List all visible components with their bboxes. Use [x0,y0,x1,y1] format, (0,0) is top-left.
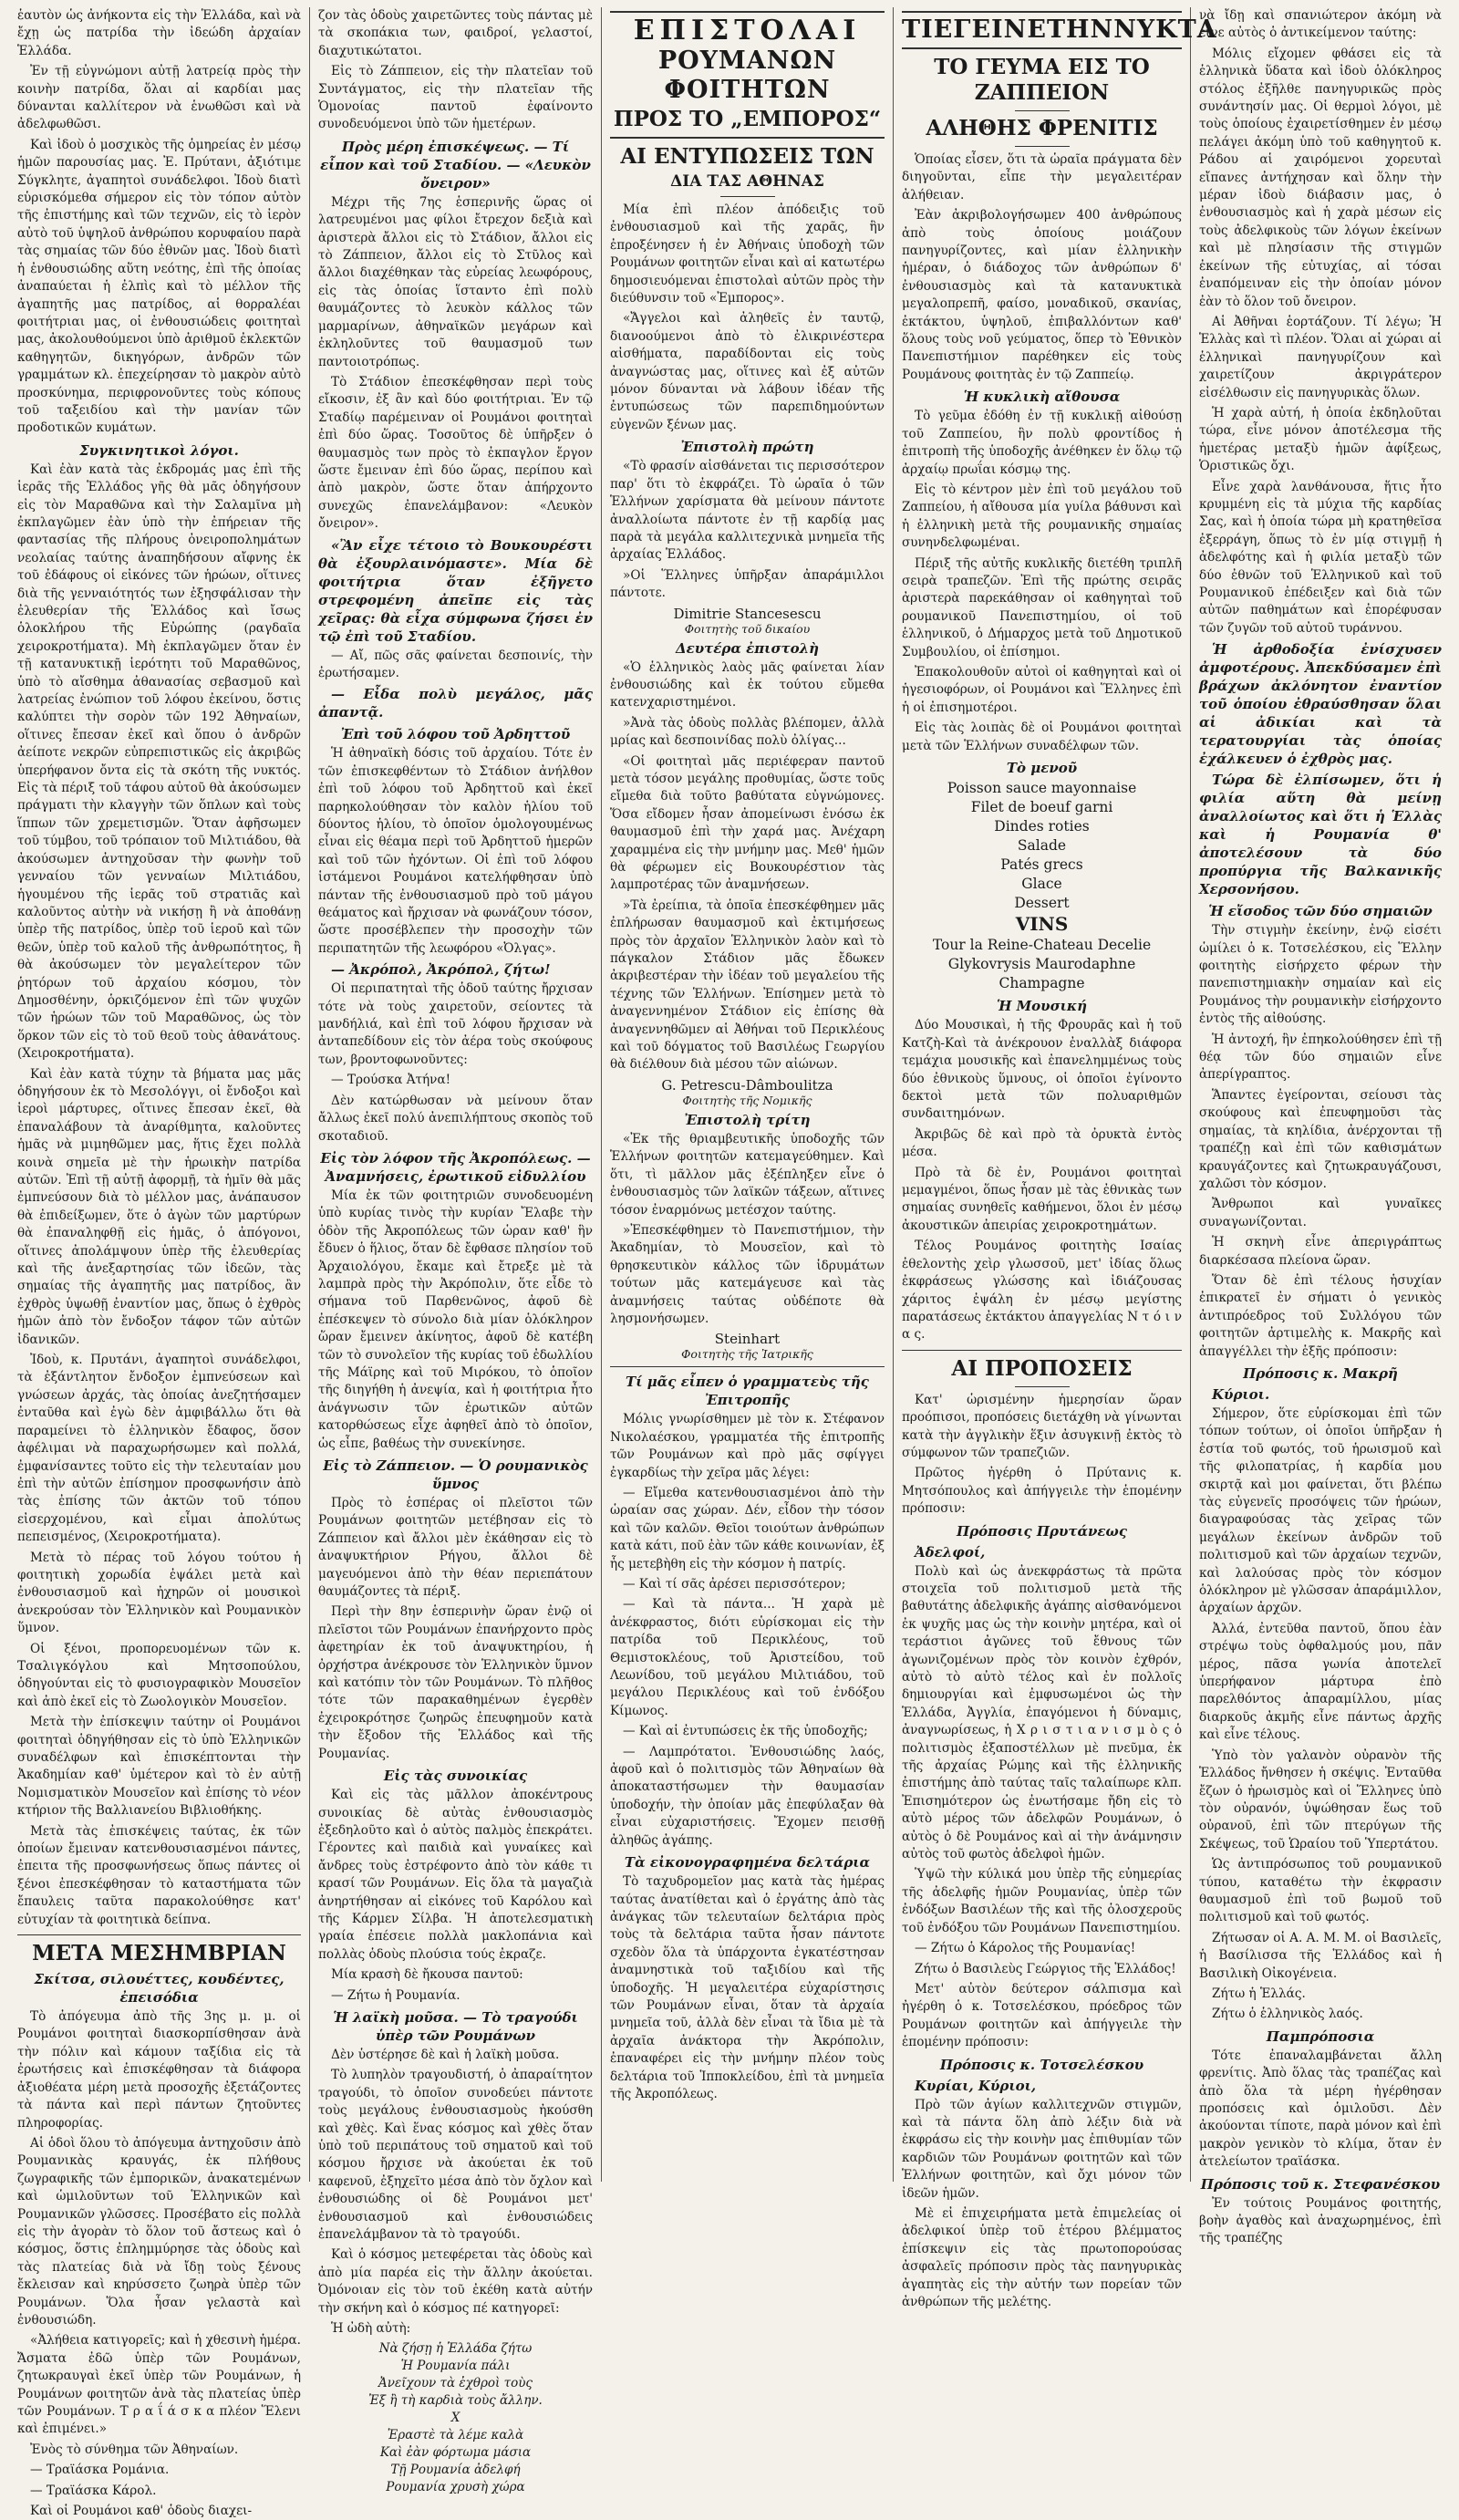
paragraph: Ἀλλά, ἐντεῦθα παντοῦ, ὅπου ἐὰν στρέψω τοὺς ὀφθαλμούς μου, πᾶν μέρος, πᾶσα γωνία ἀποτελεῖ ὑπερήφανον μάρτυρα ἐπὸ παρελθόντος ἀπαραμίλλου, μίας διαρκοῦς ἀκμῆς εἶνε πάντως ἀρχῆς καὶ εἶνε τέλους. [1199,1621,1442,1743]
salutation: Κύριοι. [1212,1385,1270,1403]
paragraph: Ζήτω ἡ Ἑλλάς. [1212,1986,1306,2001]
paragraph: Μία ἐπὶ πλέον ἀπόδειξις τοῦ ἐνθουσιασμοῦ καὶ τῆς χαρᾶς, ἣν ἐπροξένησεν ἡ ἐν Ἀθήναις ὑποδοχὴ τῶν Ρουμάνων φοιτητῶν εἶναι καὶ αἱ κατωτέρω δημοσιευόμεναι ἐπιστολαὶ αὐτῶν πρὸς τὴν διεύθυνσιν τοῦ «Ἐμπορος». [610,202,885,306]
menu-item: Dindes roties [994,818,1090,835]
poem-line: Χ [450,2411,460,2426]
paragraph: — Καὶ αἱ ἐντυπώσεις ἐκ τῆς ὑποδοχῆς; [623,1724,868,1739]
subheading: Ἡ λαϊκὴ μοῦσα. — Τὸ τραγούδι ὑπὲρ τῶν Ρουμάνων [333,2008,578,2044]
paragraph: νὰ ἴδῃ καὶ σπανιώτερον ἀκόμη νὰ εἶνε αὐτὸς ὁ ἀντικείμενον ταύτης: [1199,8,1442,41]
paragraph: Πρὸ τὰ δὲ ἐν, Ρουμάνοι φοιτηταὶ μεμαγμένοι, ὅπως ἦσαν μὲ τὰς ἐθνικὰς των σημαίας συνηθεῖς καθήμενοι, ὅλοι ἐν μέσῳ ἀκουστικῶν ἀπειρίας χειροκροτημάτων. [902,1165,1182,1233]
paragraph: — Τραϊάσκα Κάρολ. [30,2483,157,2498]
paragraph: Ἡ ἀντοχή, ἣν ἐπηκολούθησεν ἐπὶ τῇ θέᾳ τῶν δύο σημαιῶν εἶνε ἀπερίγραπτος. [1199,1032,1442,1083]
paragraph: Ἡ ὠδὴ αὐτὴ: [331,2321,411,2337]
subheading: Εἰς τὸ Ζάππειον. — Ὁ ρουμανικὸς ὕμνος [323,1457,588,1492]
paragraph: — Καὶ τὰ πάντα... Ἡ χαρὰ μὲ ἀνέκφραστος, διότι εὑρίσκομαι εἰς τὴν πατρίδα τοῦ Περικλέους, τοῦ Θεμιστοκλέους, τοῦ Ἀριστείδου, τοῦ Λεωνίδου, τοῦ μεγάλου Μιλτιάδου, τοῦ μεγάλου Περικλέους καὶ τοῦ ἐνδόξου Κίμωνος. [610,1597,885,1718]
paragraph: Ζήτω ὁ ἑλληνικὸς λαός. [1212,2007,1363,2022]
paragraph: Μία ἐκ τῶν φοιτητριῶν συνοδευομένη ὑπὸ κυρίας τινὸς τὴν κυρίαν Ἔλαβε τὴν ὁδὸν τῆς Ἀκροπόλεως τῶν ὡραν καθ' ἣν ἔδυεν ὁ ἥλιος, ὅταν δὲ ἔφθασε πλησίον τοῦ Ἀρχαιολόγου, ἔκαμε καὶ ἔτρεξε μὲ τὰ λαμπρὰ πρὸς τὴν Ἀκρόπολιν, ὅτε εἶδε τὸ σήμανα τοῦ Παρθενῶνος, ἀφοῦ δὲ ἐπέσκεψεν τὸ σύνολο διὰ μίαν ὁλόκληρον ὥραν ἔμεινεν ἀκίνητος, ἀφοῦ δὲ κατέβη τῶν τὸ συνολεῖον τῆς κυρίας τοῦ ἐδωλλίου τῆς Μάϊρης καὶ τοῦ Μιρόκου, τὸ ὁποῖον τῆς διηγήθη ἡ ἀνεψία, καὶ ἡ φοιτήτρια ἦτο ἀνάγνωσιν τῶν ἐρωτικῶν αὐτῶν κατορθώσεως εἶχε ἀφηθεῖ ἀπὸ τὸ ὁποῖον, ὡς εἶπε, βαθέως τὴν συνεκίνησε. [318,1187,593,1451]
menu-heading: VINS [1015,913,1069,935]
signature-title: Φοιτητὴς τῆς Νομικῆς [682,1093,812,1107]
menu-item: Champagne [999,975,1085,992]
signature-title: Φοιτητὴς τῆς Ἰατρικῆς [681,1347,813,1362]
menu-item: Tour la Reine-Chateau Decelie [932,937,1152,954]
paragraph: Μία κρασὴ δὲ ἤκουσα παντοῦ: [331,1967,523,1983]
paragraph: Ὑπὸ τὸν γαλανὸν οὐρανὸν τῆς Ἑλλάδος ἤνθησεν ἡ σκέψις. Ἐνταῦθα ἔζων ὁ ἡρωισμὸς καὶ οἱ Ἕλληνες ὑπὸ τὸν οὐρανόν, ὑψώθησαν ἕως τοῦ οὐρανοῦ, ἐπὶ τῶν πτερύγων τῆς Σκέψεως, τοῦ Ὡραίου τοῦ Ὑπερτάτου. [1199,1747,1442,1851]
subheading: Ἐπιστολὴ πρώτη [680,439,814,456]
headline: ΤΟ ΓΕΥΜΑ ΕΙΣ ΤΟ ΖΑΠΠΕΙΟΝ [934,55,1150,105]
menu-item: Patés grecs [1000,856,1083,873]
paragraph: Αἱ ὁδοὶ ὅλου τὸ ἀπόγευμα ἀντηχοῦσιν ἀπὸ Ρουμανικὰς κραυγάς, ἐκ πλήθους ζωγραφικῆς τῶν ἐμπορικῶν, ἀνακατεμένων καὶ ὡμιλοῦντων τοῦ Ἑλληνικῶν καὶ Ρουμανικῶν γλῶσσες. Προσέβατο εἰς πολλὰ εἰς τὴν ἀγορὰν τὸ ὅλον τοῦ ἄστεως καὶ ὁ κόσμος, ὅστις ἐπλημμύρησε τὰς ὁδοὺς καὶ τὰς πλατείας διὰ νὰ ἴδῃ τοὺς ξένους ἔκλεισαν καὶ κηρύσσετο ζωηρὰ ὑπὲρ τῶν Ρουμάνων. Ὅλα ἦσαν γελαστὰ καὶ ἐνθουσιώδη. [17,2135,301,2328]
paragraph: Ὡς ἀντιπρόσωπος τοῦ ρουμανικοῦ τύπου, καταθέτω τὴν ἐκφρασιν θαυμασμοῦ ἐπὶ τοῦ βωμοῦ τοῦ πολιτισμοῦ καὶ τοῦ φωτός. [1199,1857,1442,1925]
paragraph: Ὁποίας εἶσεν, ὅτι τὰ ὡραῖα πράγματα δὲν διηγοῦνται, εἶπε τὴν μεγαλειτέραν ἀλήθειαν. [902,152,1182,202]
paragraph: Εἰς τὰς λοιπὰς δὲ οἱ Ρουμάνοι φοιτηταὶ μετὰ τῶν Ἑλλήνων συναδέλφων τῶν. [902,721,1182,753]
subheading: Ἡ εἴσοδος τῶν δύο σημαιῶν [1208,903,1433,920]
paragraph: Πρῶτος ἠγέρθη ὁ Πρύτανις κ. Μητσόπουλος καὶ ἀπήγγειλε τὴν ἑπομένην πρόποσιν: [902,1466,1182,1517]
paragraph: Τὸ ταχυδρομεῖον μας κατὰ τὰς ἡμέρας ταύτας ἀνατίθεται καὶ ὁ ἐργάτης ἀπὸ τὰς ἀνάγκας τῶν τελευταίων δελτάρια πρὸς τοὺς τὰ δελτάρια ταῦτα ἦσαν πάντοτε σχεδὸν ὅλα τὰ ὑπάρχοντα ἐγκατέστησαν ἀναμνηστικὰ τοῦ ταξιδίου καὶ τῆς ὑποδοχῆς. Ἡ μεγαλειτέρα εὐχαρίστησις τῶν Ρουμάνων εἶναι, ὅταν τὰ ἀρχαία μνημεῖα τοῦ, ἀλλὰ δὲν εἶναι τὰ ἴδια μὲ τὰ ἀρχαῖα ἀνάκτορα τὴν Ἀκρόπολιν, ἐπαναφέρει εἰς τὴν μνήμην πλέον τοὺς δελτάρια τοῦ Ἱπποκλείδου, ἐπὶ τὰ μνημεῖα τῆς Ἀκροπόλεως. [610,1874,885,2101]
subheading: Ἡ Μουσική [996,998,1088,1015]
salutation: Ἀδελφοί, [915,1543,986,1561]
paragraph: Ζήτωσαν οἱ Α. Α. Μ. Μ. οἱ Βασιλεῖς, ἡ Βασίλισσα τῆς Ἑλλάδος καὶ ἡ Βασιλικὴ Οἰκογένεια. [1199,1930,1442,1981]
subheading: Ἡ κυκλικὴ αἴθουσα [963,389,1121,406]
paragraph: Τὸ γεῦμα ἐδόθη ἐν τῇ κυκλικῇ αἰθούσῃ τοῦ Ζαππείου, ἣν πολὺ φροντίδος ἡ ἐπιτροπὴ τῆς ὑποδοχῆς ἀνέθηκεν ἐν ὅλῳ τῷ ἀρχαίῳ πρωΐαι κόσμῳ της. [902,409,1182,477]
paragraph: «Οἱ φοιτηταὶ μᾶς περιέφεραν παντοῦ μετὰ τόσον μεγάλης προθυμίας, ὥστε τοῦς εἴμεθα διὰ τοῦτο βαθύτατα εὐγνώμονες. Ὅσα εἴδομεν ἦσαν ἀπομείνωσι ἐνόσω ἐκ θαυμασμοῦ ἐπὶ τὴν χαρά μας. Ἀνέχαρη χαραμμένα εἰς τὴν μνήμην μας. Μεθ' ἡμῶν θὰ φέρωμεν εἰς Βουκουρέστιον τὰς λαμπροτέρας τῶν ἀναμνήσεων. [610,753,885,893]
divider [610,1366,885,1367]
paragraph: ἑαυτὸν ὡς ἀνήκοντα εἰς τὴν Ἑλλάδα, καὶ νὰ ἔχῃ ὡς πατρίδα τὴν ἰδεώδη ἀρχαίαν Ἑλλάδα. [17,8,301,58]
paragraph: Οἱ περιπατηταὶ τῆς ὁδοῦ ταύτης ἤρχισαν τότε νὰ τοὺς χαιρετοῦν, σείοντες τὰ μανδήλιά, καὶ ἐπὶ τοῦ λόφου ἤρχισαν νὰ ἀνταπεδίδουν εἰς τὸν ἀέρα τοὺς σκούφους των, βροντοφωνοῦντες: [318,981,593,1067]
column-3 [602,7,894,2182]
paragraph: Μὲ εἰ ἐπιχειρήματα μετὰ ἐπιμελείας οἱ ἀδελφικοί ὑπὲρ τοῦ ἑτέρου βλέμματος ἐπίσκεψιν εἰς τὰς πρωτοπορούσας ἀσφαλεῖς πρόποσιν πρὸς τὰς πανηγυρικὰς ἀγαπητὰς εἰς τὴν αὐτήν των πορείαν τῶν ἀνθρώπων τῆς μελέτης. [902,2205,1182,2309]
divider [1015,1386,1070,1387]
column-2 [310,7,602,2495]
paragraph: Καὶ ἐὰν κατὰ τύχην τὰ βήματα μας μᾶς ὁδηγήσουν ἐκ τὸ Μεσολόγγι, οἱ ἔνδοξοι καὶ ἱεροὶ μάρτυρες, οἵτινες ἔπεσαν ἐκεῖ, θὰ ἐπαναλάβουν τὰ ἀναρίθμητα, καλοῦντες ἡμᾶς νὰ μιμηθῶμεν μας, ἥτις ἔχει πολλὰ κοινὰ σημεῖα μὲ τὴν ἡρωικὴν πατρίδα αὐτῶν. Ἐπὶ τῇ αὐτῇ ἀφορμῇ, τὰ ἡμῖν θὰ μᾶς ἐμπνεύσουν διὰ τὸ μέλλον μας, ἀνάπαυσον θὰ ἐπιδείξωμεν, ὅτε ὁ ἀγὼν τῶν μαρτύρων θὰ ἐπαναληφθῇ εἰς ἡμᾶς, ὁ ἀπόγονοι, οἵτινες ἀπολάμψουν ὑπὲρ τῆς ἐλευθερίας καὶ τῆς ἀνεξαρτησίας τῶν ἰδεῶν, τὰς σημαίας τῆς ἀγαπητῆς μας πατρίδος, ἂν ἐχθρὸς ὑψωθῇ ἐναντίον μας, ὅπως ὁ ἐχθρὸς ἡμῶν ἀπὸ τὸν ἔνδοξον τάφον τῶν αὐτῶν ἰδανικῶν. [17,1066,301,1347]
paragraph: — Ζήτω ὁ Κάρολος τῆς Ρουμανίας! [915,1941,1136,1956]
signature: Dimitrie Stancesescu [673,605,822,622]
paragraph: Μετὰ τὸ πέρας τοῦ λόγου τούτου ἡ φοιτητικὴ χορωδία ἐψάλει μετὰ καὶ ἐνθουσιασμοῦ καὶ ἠχηρῶν οἱ μουσικοὶ ἀνεκρούσαν τὸν Ἑλληνικὸν καὶ Ρουμανικὸν ὕμνον. [17,1550,301,1636]
quote-bold: — Ἀκρόπολ, Ἀκρόπολ, ζήτω! [331,961,551,979]
headline: ΤΙΕΓΕΙΝΕΤΗΝΝΥΚΤΑ [902,16,1217,44]
paragraph: — Εἴμεθα κατενθουσιασμένοι ἀπὸ τὴν ὡραίαν σας χώραν. Δέν, εἶδον τὴν τόσον καὶ τῶν καλῶν. Θεῖοι τοιούτων ἀνθρώπων κατὰ κάτι, ποῦ ἐὰν τῶν κάθε κοινωνίαν, ἐξ ἧς μετεβὴθη εἰς τὴν κόσμον ἡ πατρίς. [610,1485,885,1571]
divider [17,1934,301,1935]
subheading: Συγκινητικοὶ λόγοι. [79,441,239,459]
paragraph: Τὴν στιγμὴν ἐκείνην, ἐνῷ εἰσέτι ὡμίλει ὁ κ. Τοτσελέσκου, εἰς Ἕλλην φοιτητὴς εἰσήρχετο φέρων τὴν πανεπιστημιακὴν σημαίαν καὶ εἰς Ρουμάνος τὴν ρουμανικὴν εἰσήρχοντο ἐντὸς τῆς αἰθούσης. [1199,923,1442,1027]
poem-line: Ἐραστὲ τὰ λέμε καλὰ [387,2428,524,2443]
paragraph: Μόλις γνωρίσθημεν μὲ τὸν κ. Στέφανον Νικολαέσκου, γραμματέα τῆς ἐπιτροπῆς τῶν Ρουμάνων καὶ πρὸ μᾶς σφίγγει ἐγκαρδίως τὴν χεῖρα μᾶς λέγει: [610,1412,885,1480]
paragraph: ζον τὰς ὁδοὺς χαιρετῶντες τοὺς πάντας μὲ τὰ σκοπάκια των, φαιδροί, γελαστοί, διαχυτικώτατοι. [318,8,593,58]
poem-line: Καὶ ἐὰν φόρτωμα μάσια [379,2445,532,2461]
paragraph: «Ὁ ἑλληνικὸς λαὸς μᾶς φαίνεται λίαν ἐνθουσιώδης καὶ ἐκ τούτου εὔμεθα κατενχαριστημένοι. [610,659,885,710]
quote-bold: — Εἶδα πολὺ μεγάλος, μᾶς ἀπαντᾷ. [318,686,593,721]
divider [1015,146,1070,147]
divider [720,196,775,197]
subheading: Τὸ μενοῦ [1006,760,1078,776]
paragraph: Μετὰ τὰς ἐπισκέψεις ταύτας, ἐκ τῶν ὁποίων ἔμειναν κατενθουσιασμένοι πάντες, ἐπειτα τῆς προσφωνήσεως ὅπως πάντες οἱ ξένοι ἐπεσκέφθησαν τὸ καταστήματα τῶν ἔπαυλεις ταῦτα παρακολούθησε κατ' εὐτυχίαν τὰ φοιτητικὰ δείπνα. [17,1823,301,1927]
paragraph: Καὶ ὁ κόσμος μετεφέρεται τὰς ὁδοὺς καὶ ἀπὸ μία παρέα εἰς τὴν ἄλλην ἀκούεται. Ὀμόνοιαν εἰς τὸν τοῦ ἐκέθη κατὰ αὐτήν τὴν σκήνη καὶ ὁ κόσμος πέ κατηγορεῖ: [318,2247,593,2316]
paragraph: Τότε ἐπαναλαμβάνεται ἄλλη φρενίτις. Ἀπὸ ὅλας τὰς τραπέζας καὶ ἀπὸ ὅλα τὰ μέρη ἠγέρθησαν προπόσεις καὶ ὁμιλοῦσι. Δὲν ἀκούονται τίποτε, παρὰ μόνον καὶ ἐπὶ μακρὸν γενικὸν τὸ κλίμα, ὅταν ἐν ἀτελείωτον τραϊάσκα. [1199,2048,1442,2170]
paragraph: Τέλος Ρουμάνος φοιτητὴς Ισαίας ἐθελοντὴς χεὶρ γλωσσοῦ, μετ' ἰδίας ὅλως ἐκφράσεως γλώσσης καὶ ἰδιάζουσας χάριτος ἐψάλη ἐν μέσῳ μεγίστης παρατάσεως ἐκτάκτου ἀπαγγελίας Ν τ ό ι ν α ς. [902,1239,1182,1343]
paragraph: Δὲν κατώρθωσαν νὰ μείνουν ὅταν ἄλλως ἐκεῖ πολύ ἀνεπιλήπτους σκοπὸς τοῦ σκοταδιοῦ. [318,1093,593,1144]
divider [1015,110,1070,111]
paragraph: »Τὰ ἐρείπια, τὰ ὁποῖα ἐπεσκέφθημεν μᾶς ἐπλήρωσαν θαυμασμοῦ καὶ ἐκτιμήσεως πρὸς τὸν ἀρχαῖον Ἑλληνικὸν λαὸν καὶ τὸ πάγκαλον Στάδιον μᾶς ἔδωκεν ἀκριβεστέραν τὴν ἰδέαν τοῦ μεγαλείου τῆς τέχνης τῶν Ἑλλήνων. Ἐπίσημεν μετὰ τὸ ἀναγεννημένον Στάδιον εἰς ἐπίσης θὰ ἀναγεννηθῶμεν αἱ Ἀθήναι τοῦ Περικλέους καὶ τοῦ δόγματος τοῦ Βασιλέως Γεωργίου θὰ διέλθουν διὰ μέσου τῶν αἰώνων. [610,897,885,1073]
paragraph: Ζήτω ὁ Βασιλεὺς Γεώργιος τῆς Ἑλλάδος! [915,1961,1176,1976]
subheading: Τὰ εἰκονογραφημένα δελτάρια [624,1854,871,1872]
paragraph: Ἡ χαρὰ αὐτή, ἡ ὁποία ἐκδηλοῦται τώρα, εἶνε μόνον ἀποτέλεσμα τῆς ἡμετέρας μεταξὺ ἡμῶν ἀφίξεως, Ὁριστικῶς ὄχι. [1199,405,1442,474]
paragraph: Καὶ ἰδοὺ ὁ μοσχικὸς τῆς ὁμηρείας ἐν μέσῳ ἡμῶν παρουσίας μας. Ἐ. Πρύτανι, ἀξιότιμε Σύγκλητε, ἀγαπητοὶ συνάδελφοι. Ἰδοὺ διατὶ εὑρισκόμεθα σήμερον εἰς τὸν τόπον αὐτὸν τῆς ἐπιστήμης καὶ τῶν τεχνῶν, εἰς τὸ ἱερὸν αὐτὸ τοῦ ὑψηλοῦ ἀνθρώπου κορυφαίου παρὰ τὰς σημαίας τῶν δύο ἐθνῶν μας. Ἰδοὺ διατὶ ἡ ἐνθουσιώδης αὕτη νεότης, ἐπὶ τῆς ὁποίας ἀναπαύεται ἡ ἐλπὶς καὶ τὸ μέλλον τῆς ἀγαπητῆς μας πατρίδος, αἱ θορραλέαι φοιτήτριαι μας, οἱ ἐνθουσιώδεις φοιτηταὶ μας, ἀκολουθούμενοι ὑπὸ ἀριθμοῦ ἐκλεκτῶν καθηγητῶν, δικηγόρων, ἀνδρῶν τῶν γραμμάτων κλ. ἐπεχείρησαν τὸ μακρὸν αὐτὸ προσκύνημα, περιφρονοῦντες τοὺς κόπους τοῦ ταξειδίου καὶ τὴν μανίαν τῶν προδοτικῶν κυμάτων. [17,137,301,436]
paragraph: Ἐν τούτοις Ρουμάνος φοιτητής, βοὴν ἀγαθὸς καὶ ἀναχωρημένος, ἐπὶ τῆς τραπέζης [1199,2195,1442,2246]
menu-item: Glace [1021,876,1062,892]
menu-item: Glykovrysis Maurodaphne [947,956,1136,973]
salutation: Κυρίαι, Κύριοι, [915,2077,1037,2094]
signature-title: Φοιτητὴς τοῦ δικαίου [684,621,811,636]
subheading: Παμπρόποσια [1266,2027,1375,2045]
col1-body3 [17,2008,301,2520]
paragraph: Δὲν ὑστέρησε δὲ καὶ ἡ λαϊκὴ μοῦσα. [331,2047,560,2062]
headline: ΡΟΥΜΑΝΩΝ ΦΟΙΤΗΤΩΝ [657,47,837,104]
poem-line: Ρουμανία χρυσὴ χώρα [386,2480,525,2495]
section-heading: ΑΙ ΠΡΟΠΟΣΕΙΣ [951,1355,1133,1381]
subheading: Εἰς τὸν λόφον τῆς Ἀκροπόλεως. — Ἀναμνήσεις, ἐρωτικοῦ εἰδυλλίου [320,1149,591,1185]
signature: G. Petrescu-Dâmboulitza [661,1076,833,1094]
paragraph: Εἰς τὸ Ζάππειον, εἰς τὴν πλατεῖαν τοῦ Συντάγματος, εἰς τὴν πλατεῖαν τῆς Ὁμονοίας παντοῦ ἐφαίνοντο συνοδευόμενοι ὑπὸ τῶν ἡμετέρων. [318,64,593,132]
section-heading: ΔΙΑ ΤΑΣ ΑΘΗΝΑΣ [670,172,824,191]
paragraph: Ἐνὸς τὸ σύνθημα τῶν Ἀθηναίων. [30,2442,239,2457]
paragraph: »Ἐπεσκέφθημεν τὸ Πανεπιστήμιον, τὴν Ἀκαδημίαν, τὸ Μουσεῖον, καὶ τὸ θρησκευτικὸν κάλλος τῶν ἱδρυμάτων τούτων μᾶς κατεμάγευσε καὶ τὰς ἀναμνήσεις ταύτας οὐδέποτε θὰ λησμονήσωμεν. [610,1222,885,1326]
paragraph: Ἀκριβῶς δὲ καὶ πρὸ τὰ ὀρυκτὰ ἐντὸς μέσα. [902,1126,1182,1160]
column-4 [894,7,1217,2309]
paragraph: Ἰδοὺ, κ. Πρυτάνι, ἀγαπητοὶ συνάδελφοι, τὰ ἐξάντλητον ἔνδοξον ἐμπνεύσεων καὶ γνώσεων ἀρχάς, τὰς ὁποίας ἀνεζητήσαμεν ἐνταῦθα καὶ ἐγὼ δὲν ἀμφιβάλλω ὅτι θὰ παραμείνει τὸ ἑλληνικὸν ἔδαφος, ὅσον ἀφέλιμαι νὰ παραχωρήσωμεν καὶ πολλά, ἐμφανίσαντες τοῦτο εἰς τὴν τελευταίαν μου ἐπὶ τὴν αὐτῶν ἐπίσημον προσφωνήσιν ἀπὸ τὰς ἐπίσης τῶν ἀκτῶν τοῦ τόπου εἰσερχομένου, καὶ εἶμαι ἀπολύτως πεπεισμένος, (Χειροκροτήματα). [17,1353,301,1545]
paragraph: Ἄνθρωποι καὶ γυναῖκες συναγωνίζονται. [1199,1197,1442,1229]
quote-bold: «Ἂν εἶχε τέτοιο τὸ Βουκουρέστι θὰ ἐξουρλαινόμαστε». Μία δὲ φοιτήτρια ὅταν ἐξῆγετο στρεφομένη ἀπεῖπε εἰς τὰς χεῖρας: θὰ εἶχα σύμφωνα ζήσει ἐν τῷ ἐπὶ τοῦ Σταδίου. [318,536,593,645]
paragraph: «Ἐκ τῆς θριαμβευτικῆς ὑποδοχῆς τῶν Ἑλλήνων φοιτητῶν κατεμαγεύθημεν. Καὶ ὅτι, τὶ μᾶλλον μᾶς ἐξέπληξεν εἶνε ὁ ἐνθουσιασμὸς τῶν λαϊκῶν τάξεων, αἵτινες τόσον ἐναρμόνως μετέσχον ταύτης. [610,1131,885,1218]
menu-item: Filet de boeuf garni [970,799,1113,815]
subheading: Δευτέρα ἐπιστολὴ [675,639,820,657]
headline: ΕΠΙΣΤΟΛΑΙ [633,15,862,47]
paragraph: Ὅταν δὲ ἐπὶ τέλους ἡσυχίαν ἐπικρατεῖ ἐν σήματι ὁ γενικὸς ἀντιπρόεδρος τοῦ Συλλόγου τῶν φοιτητῶν ἀρτιμελὴς κ. Μακρῆς καὶ ἀπαγγέλλει τὴν ἑξῆς πρόποσιν: [1199,1272,1442,1359]
poem-line: Νὰ ζήσῃ ἡ Ἑλλάδα ζήτω [378,2341,533,2357]
paragraph: Πέριξ τῆς αὐτῆς κυκλικῆς διετέθη τριπλῆ σειρὰ τραπεζῶν. Ἐπὶ τῆς πρώτης σειρᾶς ἀριστερὰ παρεκάθησαν οἱ καθηγηταὶ τοῦ ρουμανικοῦ Πανεπιστημίου, οἱ τοῦ ἑλληνικοῦ, ὁ Δήμαρχος μετὰ τοῦ Δημοτικοῦ Συμβουλίου, οἱ ἐπίσημοι. [902,555,1182,659]
column-5 [1191,7,1450,2246]
subheading: Ἐπὶ τοῦ λόφου τοῦ Ἀρδηττοῦ [340,726,571,743]
paragraph: Εἶνε χαρὰ λανθάνουσα, ἥτις ἦτο κρυμμένη εἰς τὰ μύχια τῆς καρδίας Σας, καὶ ἡ ὁποία τώρα μὴ κρατηθεῖσα ἐξερράγη, ὅπως τὸ ἐν μίᾳ στιγμῇ ἡ ἀδελφότης καὶ ἡ φιλία μεταξὺ τῶν δύο ἐθνῶν τοῦ Ἑλληνικοῦ καὶ τοῦ Ρουμανικοῦ ἐπέδειξεν καὶ διὰ τῶν αὐτῶν παθημάτων καὶ ἐπορέφυσαν τῶν ζυγῶν τοῦ αὐτοῦ τυράννου. [1199,479,1442,636]
paragraph: Καὶ οἱ Ρουμάνοι καθ' ὁδοὺς διαχει- [30,2504,253,2519]
col1-body [17,7,301,438]
poem-line: Ἐξ ἢ τὴ καρδιὰ τοὺς ἄλλην. [368,2393,543,2409]
paragraph: Περὶ τὴν 8ην ἑσπερινὴν ὥραν ἐνῷ οἱ πλεῖστοι τῶν Ρουμάνων ἐπανήρχοντο πρὸς ἀφετηρίαν ἐκ τοῦ ἀναψυκτηρίου, ἡ ὀρχήστρα ἀνέκρουσε τὸν Ἑλληνικὸν ὕμνον καὶ κατόπιν τὸν τῶν Ρουμάνων. Τὸ πλῆθος τότε τῶν παρακαθημένων ἐγερθὲν ἐχειροκρότησε ζωηρῶς ἐπευφημοῦν κατὰ τὴν ἔξοδον τῆς Ἑλλάδος καὶ τῆς Ρουμανίας. [318,1604,593,1761]
paragraph: — Καὶ τί σᾶς ἀρέσει περισσότερον; [623,1577,846,1592]
paragraph: Δύο Μουσικαὶ, ἡ τῆς Φρουρᾶς καὶ ἡ τοῦ Κατζὴ-Καὶ τὰ ἀνέκρουον ἐναλλὰξ διάφορα τεμάχια μουσικῆς καὶ ἐπανελημμένως τοὺς δύο ἐθνικοὺς ὕμνους, οἱ ὁποῖοι ἐγίνοντο δεκτοὶ μετὰ τῶν πολυαριθμῶν συνδαιτημόνων. [902,1018,1182,1122]
subheading: Πρόποσις τοῦ κ. Στεφανέσκου [1200,2175,1441,2193]
paragraph: Ἐὰν ἀκριβολογήσωμεν 400 ἀνθρώπους ἀπὸ τοὺς ὁποίους μοιάζουν πανηγυρίζοντες, καὶ μίαν ἑλληνικὴν ἡμέραν, ὁ διάδοχος τῶν ἀνθρώπων δ' ἐνθουσιασμὸς καὶ τὰ κατανυκτικὰ μεγαλοπρεπῆ, φαίσο, μοναδικοῦ, σκανίας, ἐκτάκτου, ὑψηλοῦ, ἐπιβαλλόντων καθ' ὅλους τοὺς νοῦ γεύματος, ὅπερ τὸ Ἐθνικὸν Πανεπιστήμιον παρέθηκεν εἰς τοὺς Ρουμάνους φοιτητὰς ἐν τῷ Ζαππείῳ. [902,208,1182,382]
menu-item: Dessert [1014,895,1070,911]
subheading: Πρὸς μέρη ἐπισκέψεως. — Τί εἶπον καὶ τοῦ Σταδίου. — «Λευκὸν ὄνειρον» [320,138,591,192]
paragraph: Ἡ ἀθηναϊκὴ δόσις τοῦ ἀρχαίου. Τότε ἐν τῶν ἐπισκεφθέντων τὸ Στάδιον ἀνήλθον ἐπὶ τοῦ λόφου τοῦ Ἀρδηττοῦ καὶ ἐκεῖ παρηκολούθησαν τὸν καλὸν ἡλίου τοῦ δύοντος ἡλίου, τὸ ὁποῖον ὁμολογουμένως εἶναι εἰς θέαμα περὶ τοῦ Ἀρδηττοῦ ἡμερῶν καὶ τοῦ τῶν ἠχόντων. Οἱ ἐπὶ τοῦ λόφου ἱστάμενοι Ρουμάνοι κατελήφθησαν ὑπὸ πάνταν τῆς ἐνθουσιασμοῦ πρὸ τοῦ μάγου θεάματος καὶ ἤρχισαν νὰ φωνάζουν τόσον, ὥστε προσέβλεπεν τὴν προσοχὴν τῶν περιπατητῶν τῆς λεωφόρου «Ὀλγας». [318,746,593,956]
paragraph: Εἰς τὸ κέντρον μὲν ἐπὶ τοῦ μεγάλου τοῦ Ζαππείου, ἡ αἴθουσα μία γυίλα βάθυνσι καὶ ἡ ἑλληνικὴ μετὰ τῆς ρουμανικῆς σημαίας συνηνδελφωμέναι. [902,482,1182,551]
paragraph: — Αἴ, πῶς σᾶς φαίνεται δεσποινίς, τὴν ἐρωτήσαμεν. [318,648,593,680]
subheading: Πρόποσις κ. Τοτσελέσκου [939,2056,1144,2073]
paragraph: »Οἱ Ἕλληνες ὑπῆρξαν ἀπαράμιλλοι πάντοτε. [610,567,885,601]
menu-item: Poisson sauce mayonnaise [947,780,1137,796]
subheading: Πρόποσις κ. Μακρῆ [1243,1364,1398,1382]
menu-item: Salade [1017,837,1067,854]
poem-line: Τῇ Ρουμανία ἀδελφή [390,2463,521,2478]
quote-bold: Τώρα δὲ ἐλπίσωμεν, ὅτι ἡ φιλία αὕτη θὰ μείνῃ ἀναλλοίωτος καὶ ὅτι ἡ Ἑλλὰς καὶ ἡ Ρουμανία θ' ἀποτελέσουν τὰ δύο προπύργια τῆς Βαλκανικῆς Χερσονήσου. [1199,772,1442,898]
paragraph: — Λαμπρότατοι. Ἐνθουσιώδης λαός, ἀφοῦ καὶ ὁ πολιτισμὸς τῶν Ἀθηναίων θὰ ἀποκαταστήσωμεν τὴν θαυμασίαν ὑποδοχήν, τὴν ὁποίαν μᾶς ἐπεφύλαξαν θὰ εἶναι εὐχαριστήσεις. Ἔχομεν πεισθῇ ἀληθῶς ἀγάπης. [610,1744,885,1848]
subheading: Ἐπιστολὴ τρίτη [684,1111,811,1128]
paragraph: Καὶ εἰς τὰς μᾶλλον ἀποκέντρους συνοικίας δὲ αὐτὰς ἐνθουσιασμὸς ἐξεδηλοῦτο καὶ ὁ αὐτὸς παλμὸς ἐπεκράτει. Γέροντες καὶ παιδιὰ καὶ γυναίκες καὶ ἄνδρες τοὺς ἐστρέφοντο ἀπὸ τὸν κάθε τι κρασί τῶν Ρουμάνων. Εἰς ὅλα τὰ μαγαζιὰ ἀνηρτήθησαν αἱ εἰκόνες τοῦ Καρόλου καὶ τῆς Κάρμεν Σίλβα. Ἡ ἀποτελεσματικὴ γραία ἐπέσειε πολλὰ μακλοπάνια καὶ πολλὰς ὁδοὺς πλούσια τούς ἐκραζε. [318,1788,593,1962]
paragraph: Οἱ ξένοι, προπορευομένων τῶν κ. Τσαλιγκόγλου καὶ Μητσοπούλου, ὁδηγούνται εἰς τὸ φυσιογραφικὸν Μουσεῖον καὶ ἀπὸ ἐκεῖ εἰς τὸ Ζωολογικὸν Μουσεῖον. [17,1641,301,1709]
paragraph: Πολὺ καὶ ὡς ἀνεκφράστως τὰ πρῶτα στοιχεῖα τοῦ πολιτισμοῦ μετὰ τῆς βαθυτάτης ἀδελφικῆς ἀγάπης αἰσθανόμενοι ἐκ ψυχῆς μας ὡς τὴν κοινὴν μητέρα, καὶ οἱ τεράστιοι ἀγῶνες τοῦ ἔθνους τῶν ἀγωνιζομένων πρὸς τὸν κοινὸν ἐχθρόν, αὐτὸ τὸ αὐτὸ τέλος καὶ ἐν πολλοῖς δημιουργίαι καὶ ἐμφυσωμένοι ὡς τὴν Ἑλλάδα, Ἀγγλία, ἐπαγόμενοι ἡ δύναμις, ἀναγνωρίσεως, ἡ Χ ρ ι σ τ ι α ν ι σ μ ὸ ς ὁ πολιτισμὸς ἐξαποστέλλων μὲ πνεῦμα, ἐκ τῆς ἀρχαίας Ρώμης καὶ τῆς ἑλληνικῆς ἐπιστήμης ἀπὸ ταύτας ταῖς ταλαίπωρε κλπ. Ἐπισημότερον ὡς ἐνωτήσαμε ἤδη εἰς τὸ αὐτὸ μέρος τῶν ἀδελφῶν Ρουμάνων, ὁ αὐτὸς ὁ δὲ Ρουμάνος καὶ αἱ τὴν ἀνάμνησιν αὐτὸς τοῦ φωτὸς ἀδελφοὶ ἡμῶν. [902,1563,1182,1862]
poem-line: Ἡ Ρουμανία πάλι [400,2359,511,2374]
subheading: Εἰς τὰς συνοικίας [383,1768,528,1785]
section-heading: ΜΕΤΑ ΜΕΣΗΜΒΡΙΑΝ [32,1941,286,1966]
paragraph: «Ἀλήθεια κατιγορεῖς; καὶ ἡ χθεσινὴ ἡμέρα. Ἄσματα ἐδῶ ὑπὲρ τῶν Ρουμάνων, ζητωκραυγαὶ ἐκεῖ ὑπὲρ τῶν Ρουμάνων, ἡ Ρουμάνων φοιτητῶν ἀνὰ τὰς πλατείας ὑπὲρ τῶν Ρουμάνων. Τ ρ α ΐ ά σ κ α πλέον Ἕλενι καὶ ἐπιμένει.» [17,2333,301,2437]
poem-line: Ἀνεῖχουν τὰ ἐχθροὶ τοὺς [378,2376,533,2391]
paragraph: «Τὸ φρασίν αἰσθάνεται τις περισσότερον παρ' ὅτι τὸ ἐκφράζει. Τὸ ὡραῖα ὁ τῶν Ἑλλήνων χαρίσματα θὰ μείνουν πάντοτε ἀναλλοίωτα πάντοτε ἐν τῇ καρδίᾳ μας παρὰ τὰ μεγάλα καλλιτεχνικὰ μνημεῖα τῆς ἀρχαίας Ἑλλάδος. [610,459,885,563]
paragraph: Ἐν τῇ εὐγνώμονι αὐτῇ λατρείᾳ πρὸς τὴν κοινὴν πατρίδα, ὅλαι αἱ καρδίαι μας δύνανται καλλίτερον νὰ ἑνωθῶσι καὶ νὰ ἀδελφωθῶσι. [17,64,301,132]
paragraph: Ἐπακολουθοῦν αὐτοὶ οἱ καθηγηταὶ καὶ οἱ ἡγεσιοφόρων, οἱ Ρουμάνοι καὶ Ἕλληνες ἐπὶ ἡ οἱ ἐπισημοτέροι. [902,664,1182,715]
paragraph: Μετὰ τὴν ἐπίσκεψιν ταύτην οἱ Ρουμάνοι φοιτηταὶ ὁδηγήθησαν εἰς τὸ ὑπὸ Ἑλληνικῶν συναδέλφων καὶ ἐπισκέπτονται τὴν Ἀκαδημίαν καθ' ὑμέτερον καὶ τὸ ἐν αὐτῇ Νομισματικὸν Μουσεῖον καὶ ἐπίσης τὸ νέον κτήριον τῆς Βαλλιανείου Βιβλιοθήκης. [17,1715,301,1819]
paragraph: Τὸ ἀπόγευμα ἀπὸ τῆς 3ης μ. μ. οἱ Ρουμάνοι φοιτηταὶ διασκορπίσθησαν ἀνὰ τὴν πόλιν καὶ κάμουν ταξίδια εἰς τὰ ἐρωτήσεις καὶ ἐπισκέφθησαν τὰ διάφορα ἀξιοθέατα μέρη μετὰ προσοχῆς ἐξετάζοντες τὰ πάντα καὶ περὶ πάντων ζητοῦντες πληροφορίας. [17,2009,301,2131]
paragraph: — Τραϊάσκα Ρομάνια. [30,2463,170,2478]
paragraph: Ἡ σκηνὴ εἶνε ἀπεριγράπτως διαρκέσασα πλείονα ὥραν. [1199,1235,1442,1268]
menu-list [902,779,1182,993]
headline-block [902,11,1217,49]
divider [902,1350,1182,1351]
subheading: Τί μᾶς εἶπεν ὁ γραμματεὺς τῆς Ἐπιτροπῆς [626,1374,869,1409]
section-heading: ΑΛΗΘΗΣ ΦΡΕΝΙΤΙΣ [926,116,1158,140]
column-1 [9,7,310,2519]
paragraph: Τὸ λυπηλὸν τραγουδιστή, ὁ ἀπαραίτητον τραγούδι, τὸ ὁποῖον συνοδεύει πάντοτε τοὺς μεγάλους ἐνθουσιασμοὺς ἠκούσθη καὶ χθὲς. Καὶ ἕνας κόσμος καὶ χθὲς ὅταν ὑπὸ τοῦ περιπάτους τοῦ σηματοῦ καὶ τοῦ κόσμου ἤρχισε νὰ ἀκούεται ἐκ τοῦ καφενοῦ, ἐξηχεῖτο μέσα ἀπὸ τὸν ὄχλον καὶ ἐνθουσιώδης οἱ δὲ Ρουμάνοι μετ' ἐνθουσιασμοῦ καὶ ἐνθουσιώδεις ἐπανελάμβανον τὰ τὸ τραγούδι. [318,2068,593,2243]
paragraph: Ἅπαντες ἐγείρονται, σείουσι τὰς σκούφους καὶ ἐπευφημοῦσι τὰς σημαίας, τὰ κηλίδια, ἀνέρχονται τῇ τραπέζῃ καὶ ἐπὶ τῶν καθισμάτων κραυγάζοντες καὶ ζητωκραυγάζουσι, χαλῶσι τὸν κόσμον. [1199,1087,1442,1191]
section-heading: ΑΙ ΕΝΤΥΠΩΣΕΙΣ ΤΩΝ [620,144,874,169]
headline-block [610,11,885,139]
paragraph: Σήμερον, ὅτε εὑρίσκομαι ἐπὶ τῶν τόπων τούτων, οἱ ὁποῖοι ὑπῆρξαν ἡ ἑστία τοῦ φωτός, τοῦ ἡρωισμοῦ καὶ τῆς φιλοπατρίας, ἡ καρδία μου σκιρτᾷ καὶ μοι φαίνεται, ὅτι βλέπω τὰς εὐγενεῖς προσόψεις τῶν ἡρώων, διαγραφούσας τὰς χεῖρας τῶν μεγάλων ἐκείνων ἀνδρῶν τοῦ πολιτισμοῦ καὶ τῶν ἀρχαίων τεχνῶν, καὶ λαλούσας πρὸς τὸν κόσμον ὁλόκληρον μὲ γλῶσσαν ἀπαράμιλλον, ἀρχαίων ἀρχῶν. [1199,1405,1442,1616]
signature: Steinhart [714,1331,781,1348]
subheading: Πρόποσις Πρυτάνεως [957,1522,1127,1540]
poem [318,2340,593,2496]
paragraph: — Ζήτω ἡ Ρουμανία. [331,1987,460,2003]
subheading: Σκίτσα, σιλουέττες, κουδέντες, ἐπεισόδια [34,1971,285,2007]
paragraph: Πρὸ τῶν ἁγίων καλλιτεχνῶν στιγμῶν, καὶ τὰ πάντα ὅλη ἀπὸ λέξιν διὰ νὰ ἐκφράσω εἰς τὴν κοινὴν μας ἐπιθυμίαν τῶν καρδιῶν τῶν Ρουμάνων φοιτητῶν καὶ τῶν Ἑλλήνων φοιτητῶν, καὶ ὄχι μόνον τῶν ἰδεῶν ἡμῶν. [902,2097,1182,2201]
paragraph: Αἱ Ἀθῆναι ἑορτάζουν. Τί λέγω; Ἡ Ἑλλὰς καὶ τὶ πλέον. Ὅλαι αἱ χώραι αἱ ἑλληνικαὶ πανηγυρίζουν καὶ χαιρετίζουν ἀκριγράτερον εἰσέλθωσιν εἰς πανηγυρικὰς ὅλων. [1199,314,1442,400]
paragraph: Πρὸς τὸ ἑσπέρας οἱ πλεῖστοι τῶν Ρουμάνων φοιτητῶν μετέβησαν εἰς τὸ Ζάππειον καὶ ἄλλοι μὲν ἐκάθησαν εἰς τὸ ἀναψυκτήριον Ρήγου, ἄλλοι δὲ μαγευόμενοι ἀπὸ τὴν θέαν περιεπάτουν θαυμάζοντες τὰ πέριξ. [318,1496,593,1600]
paragraph: Μόλις εἴχομεν φθάσει εἰς τὰ ἑλληνικὰ ὕδατα καὶ ἰδοὺ ὁλόκληρος στόλος ἐξῆλθε πανηγυρικῶς πρὸς συνάντησίν μας. Οἱ θερμοὶ λόγοι, μὲ τοὺς ὁποίους ἐχαιρετίσθημεν ἐν μέσῳ πελάγει ἀκόμη ὑπὸ τοῦ καθηγητοῦ κ. Ράδου αἱ χαιρόμενοι χορευταὶ εἴπανες ἀντήχησαν καὶ ὅλην τὴν μέραν ἰδοὺ διάβασιν μας, ὁ ἐνθουσιασμὸς καὶ ἡ χαρὰ μέσων εἰς τοὺς ἀδελφικοὺς τῶν λόγων ἐκείνων καὶ μὲ πλησίασιν τῆς στιγμῶν ἐκείνων τῆς εὐτυχίας, αἱ τόσαι ἐναπόμειναν εἰς τὴν ὁποίαν μόνον ἐὰν τὸ ὅλον τοῦ ὄνειρον. [1199,46,1442,309]
paragraph: Τὸ Στάδιον ἐπεσκέφθησαν περὶ τοὺς εἴκοσιν, ἐξ ἂν καὶ δύο φοιτήτριαι. Ἐν τῷ Σταδίῳ παρέμειναν οἱ Ρουμάνοι φοιτηταὶ ἐπὶ δύο ὥρας. Τοσοῦτος δὲ ὑπῆρξεν ὁ θαυμασμὸς των πρὸς τὸ ἐκπαγλον ἔργον ὥστε ἔμειναν ἐπὶ δύο ὥρας, περίπου καὶ ἀπὸ μακρὸν, ὥστε ὅταν ἀπήρχοντο συνεχῶς ἐπανελάμβανον: «Λευκὸν ὄνειρον». [318,374,593,532]
paragraph: «Ἄγγελοι καὶ ἀληθεῖς ἐν ταυτῷ, διανοούμενοι ἀπὸ τὸ ἐλικρινέστερα αἰσθήματα, παραδίδονται εἰς τοὺς ἀναγνώστας μας, οἵτινες καὶ ἐξ αὐτῶν μόνον δύνανται νὰ λάβουν ἰδέαν τῆς ἐντυπώσεως τῶν παρεπιδημούντων εὐγενῶν ξένων μας. [610,311,885,432]
paragraph: — Τρούσκα Ἀτήνα! [331,1073,451,1088]
paragraph: Μέχρι τῆς 7ης ἑσπερινῆς ὥρας οἱ λατρευμένοι μας φίλοι ἔτρεχον δεξιὰ καὶ ἀριστερὰ ἄλλοι εἰς τὸ Στάδιον, ἄλλοι εἰς τὸ Ζάππειον, ἄλλοι εἰς τὸ Στῦλος καὶ ἄλλοι διαχέθηκαν τὰς εὐρείας λεωφόρους, εἰς τὰς ὁποίας ἵσταντο ἐπὶ πολὺ θαυμάζοντες τὸ λευκὸν κάλλος τῶν μαρμαρίνων, ἀθηναϊκῶν μεγάρων καὶ ἐκληλοῦντες τοῦ θαυμασμοῦ των παντοιοτρόπως. [318,194,593,369]
quote-bold: Ἡ ἀρθοδοξία ἐνίσχυσεν ἀμφοτέρους. Ἀπεκδύσαμεν ἐπὶ βράχων ἀκλόνητον ἐναντίον τοῦ ὁποίου ἐθραύσθησαν ὅλαι αἱ ἀδικίαι καὶ τὰ τερατουργίαι τὰς ὁποίας ἐχάλκευεν ὁ ἐχθρὸς μας. [1199,641,1442,768]
headline: ΠΡΟΣ ΤΟ „ΕΜΠΟΡΟΣ“ [613,107,882,131]
paragraph: Ὑψῶ τὴν κύλικά μου ὑπὲρ τῆς εὐημερίας τῆς ἀδελφῆς ἡμῶν Ρουμανίας, ὑπὲρ τῶν ἐνδόξων Βασιλέων τῆς καὶ τῆς ὁλοσχεροῦς τοῦ ἐνδόξου τῶν Ρουμάνων Πανεπιστημίου. [902,1867,1182,1935]
col1-body2 [17,461,301,1929]
paragraph: Κατ' ὡρισμένην ἡμερησίαν ὥραν προόπισοι, προπόσεις διετάχθη νὰ γίνωνται κατὰ τὴν ἀγγλικὴν ἕξιν ἀσυγκινῇ ἐκτὸς τὸ σύμφωνον τῶν τραπεζιῶν. [902,1392,1182,1460]
paragraph: Μετ' αὐτὸν δεύτερον σάλπισμα καὶ ἠγέρθη ὁ κ. Τοτσελέσκου, πρόεδρος τῶν Ρουμάνων φοιτητῶν καὶ ἀπήγγειλε τὴν ἑπομένην πρόποσιν: [902,1981,1182,2050]
paragraph: Καὶ ἐὰν κατὰ τὰς ἐκδρομάς μας ἐπὶ τῆς ἱερᾶς τῆς Ἑλλάδος γῆς θὰ μᾶς ὁδηγήσουν εἰς τὸν Μαραθῶνα καὶ τὴν Σαλαμῖνα μὴ ἐκπλαγῶμεν ἐὰν ὑπὸ τὴν ἐπήρειαν τῆς φαντασίας τῆς πλήρους ὀνειροπολημάτων νεολαίας ταύτης ἀναπηδήσουν αἴφνης ἐκ τοῦ ἐδάφους οἱ εἰκόνες τῶν ἡρώων, οἵτινες διὰ τῆς γενναιότητός των ἐξησφάλισαν τὴν ἐλευθερίαν τῆς Ἑλλάδος καὶ ἴσως ὁλοκλήρου τῆς Εὐρώπης (ραγδαῖα χειροκροτήματα). Μὴ ἐκπλαγῶμεν ὅταν ἐν τῇ κατανυκτικῇ ἱερότητι τοῦ Μαραθῶνος, ὑπὸ τὸ αἴσθημα ἀθανασίας σεβασμοῦ καὶ λατρείας ἐνώπιον τοῦ λόφου ἐκείνου, ὅστις καλύπτει τὴν σορὸν τῶν 192 Ἀθηναίων, οἵτινες ἔπεσαν ἐκεῖ καὶ ὅπου ὁ ἀνδρῶν ἀείποτε νεκρῶν εὐπρεπιστικῶς εἰς ἀκριβῶς ὑπερήφανον ὄντα εἰς τὰ σκότη τῆς νυκτός. Εἰς τὰ πέριξ τοῦ τάφου αὐτοῦ θὰ ἀκούσωμεν πράγματι τὴν κλαγγὴν τῶν ὅπλων καὶ τοὺς ἵππων τῶν χρεμετισμῶν. Ὅταν ἀφῆσωμεν τοῦ τύμβου, τοῦ τρόπαιον τοῦ Μιλτιάδου, θὰ ἀκούσωμεν ἀντηχοῦσαν τὴν φωνὴν τοῦ γενναίου τῶν γενναίων Μιλτιάδου, ἡγουμένου τῆς ἱερᾶς τοῦ στρατιᾶς καὶ καλοῦντος αὐτὴν νὰ νικήσῃ ἢ νὰ ἀποθάνῃ ὑπὲρ τῆς πατρίδος, ὑπὲρ τοῦ ἱεροῦ καὶ τῶν θεῶν, ὑπὲρ τοῦ καλοῦ τῆς ἀνθρωπότητος, ἢ θὰ ἀκούσωμεν τὸν μεγαλείτερον τῶν ῥητόρων τοῦ ἀρχαίου κόσμου, τὸν Δημοσθένην, ὁρκιζόμενον ἐπὶ τῶν ψυχῶν τῶν ἡρώων τῶν τοῦ Μαραθῶνος, ὡς τὸν ὅρκον τῶν εἰς τὸ τοῦ θεοῦ τοὺς ἀθανάτους. (Χειροκροτήματα). [17,461,301,1062]
paragraph: »Ἀνὰ τὰς ὁδοὺς πολλὰς βλέπομεν, ἀλλὰ μρίας καὶ δεσποινίδας πολὺ ὀλίγας... [610,715,885,749]
